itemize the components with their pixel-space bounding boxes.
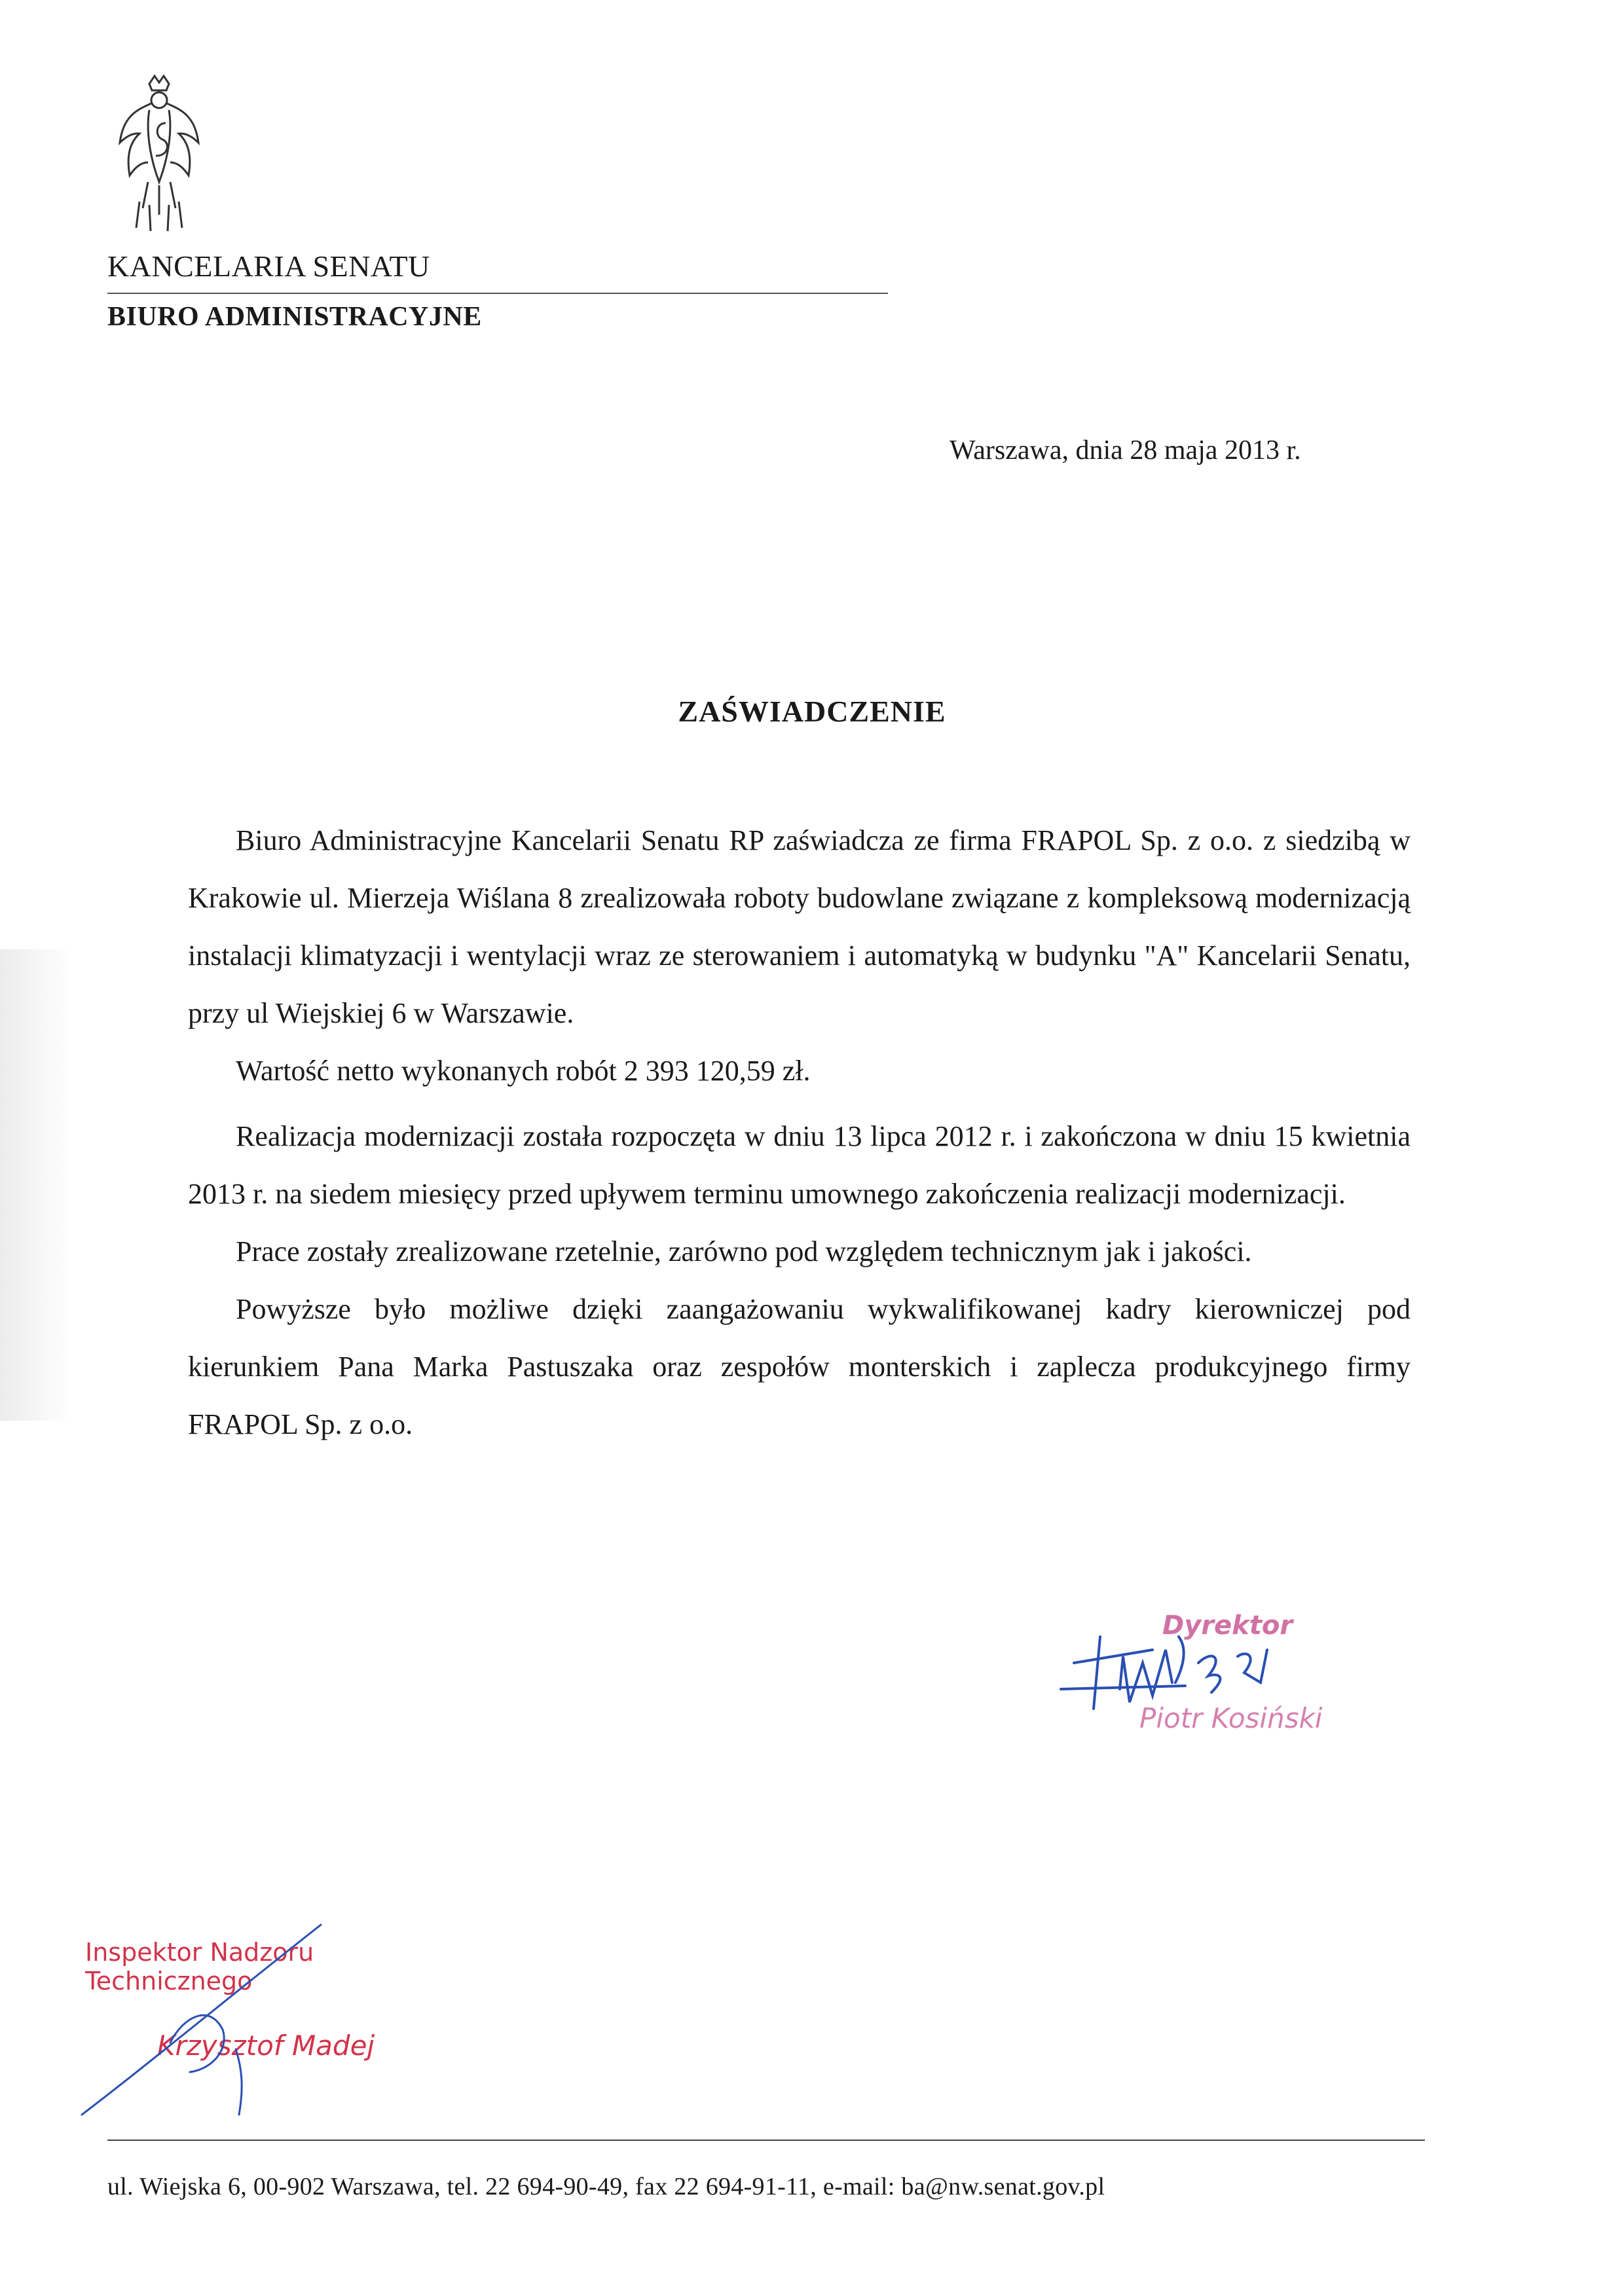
director-stamp (1048, 1611, 1388, 1755)
footer-address: ul. Wiejska 6, 00-902 Warszawa, tel. 22 694-90-49, fax 22 694-91-11, e-mail: ba@nw.senat.gov.pl (107, 2173, 1105, 2200)
body-paragraph-4: Prace zostały zrealizowane rzetelnie, zarówno pod względem technicznym jak i jakości. (236, 1235, 1252, 1267)
body-paragraph-1: Biuro Administracyjne Kancelarii Senatu RP zaświadcza ze firma FRAPOL Sp. z o.o. z siedzibą w Krakowie ul. Mierzeja Wiślana 8 zrealizowała roboty budowlane związane z kompleksową modernizacją instalacji klimatyzacji i wentylacji wraz ze sterowaniem i automatyką w budynku "A" Kancelarii Senatu, przy ul Wiejskiej 6 w Warszawie. (188, 824, 1411, 1029)
body-paragraph-5: Powyższe było możliwe dzięki zaangażowaniu wykwalifikowanej kadry kierowniczej pod kierunkiem Pana Marka Pastuszaka oraz zespołów monterskich i zaplecza produkcyjnego firmy FRAPOL Sp. z o.o. (188, 1293, 1411, 1440)
scan-shadow (0, 949, 72, 1421)
director-stamp-name: Piotr Kosiński (1139, 1702, 1323, 1734)
letter-body (188, 812, 1411, 1453)
director-signature-icon (1048, 1611, 1388, 1755)
footer-divider (107, 2140, 1425, 2141)
inspector-stamp-name: Krzysztof Madej (157, 2030, 375, 2062)
eagle-emblem-icon (110, 71, 208, 241)
bureau-name: BIURO ADMINISTRACYJNE (107, 302, 482, 332)
inspector-stamp (72, 1918, 465, 2128)
document-title: ZAŚWIADCZENIE (678, 695, 946, 728)
inspector-signature-icon (72, 1918, 465, 2128)
inspector-stamp-title: Inspektor Nadzoru Technicznego (85, 1938, 314, 1995)
body-paragraph-2: Wartość netto wykonanych robót 2 393 120,59 zł. (236, 1055, 811, 1087)
body-paragraph-3: Realizacja modernizacji została rozpoczęta w dniu 13 lipca 2012 r. i zakończona w dniu 15 kwietnia 2013 r. na siedem miesięcy przed upływem terminu umownego zakończenia realizacji modernizacji. (188, 1120, 1411, 1210)
office-name: KANCELARIA SENATU (107, 249, 430, 283)
header-divider (107, 293, 888, 294)
director-stamp-title: Dyrektor (1162, 1611, 1293, 1641)
date-line: Warszawa, dnia 28 maja 2013 r. (950, 435, 1301, 465)
